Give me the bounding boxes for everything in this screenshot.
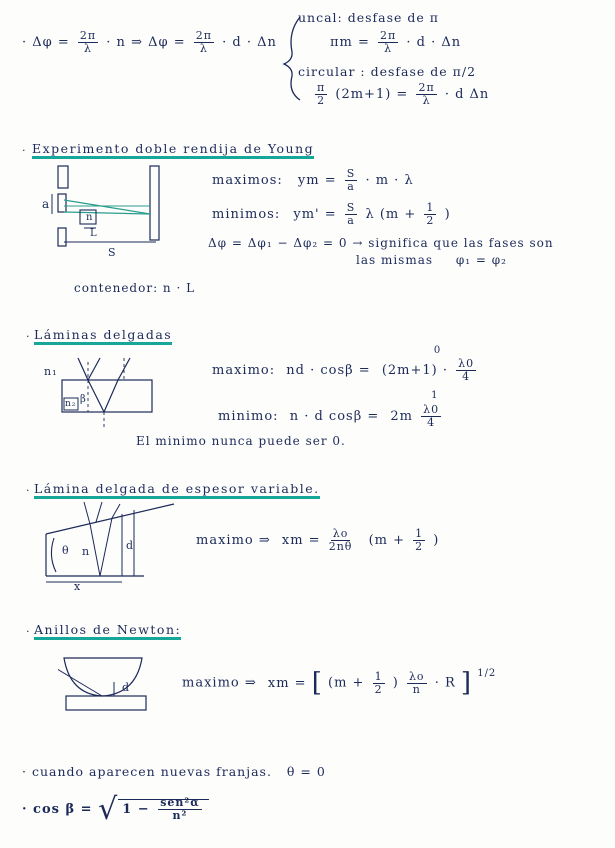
variable-close: ) (433, 533, 440, 548)
laminas-max-paren-wrap (381, 345, 448, 378)
circular-label: circular : desfase de π/2 (298, 64, 477, 79)
laminas-min-pre: 2m (390, 409, 413, 424)
variable-label-x: x (74, 580, 82, 593)
young-max-eq: ym = (297, 173, 337, 188)
laminas-max (212, 345, 479, 383)
sqrt-body (118, 796, 208, 822)
variable-label-d: d (126, 539, 135, 552)
uncal-label: uncal: desfase de π (298, 10, 440, 25)
uncal-eq-tail: · d · Δn (406, 35, 462, 50)
laminas-max-paren: (2m+1) · (381, 363, 448, 378)
phase-equation (22, 30, 277, 55)
laminas-label-n2: n₂ (65, 399, 77, 409)
frac-num: sen²α (160, 796, 200, 809)
young-label-S: S (108, 246, 117, 259)
frac-den: 4 (427, 416, 436, 429)
frac-pi-2 (315, 82, 327, 107)
frac-den: 2 (415, 540, 424, 553)
laminas-max-sup: 0 (433, 345, 442, 356)
variable-max (196, 528, 439, 553)
frac-num: S (346, 167, 356, 180)
frac-num: λo (332, 527, 349, 540)
laminas-min-frac (421, 390, 441, 429)
circ-tail: · d Δn (444, 87, 490, 102)
frac-2pi-lambda-4 (416, 82, 436, 107)
frac-den: 4 (462, 370, 471, 383)
bullet-variable: · (26, 484, 30, 497)
frac-den: n (412, 682, 421, 696)
laminas-max-frac (456, 358, 476, 383)
frac-num: 2π (79, 29, 97, 42)
frac-2pi-lambda (78, 30, 98, 55)
frac-2pi-lambda-3 (378, 30, 398, 55)
bottom-cos-inner: 1 − (122, 802, 150, 817)
variable-label-theta: θ (62, 544, 70, 557)
frac-num: λ0 (423, 403, 440, 416)
brace-icon (278, 12, 308, 102)
newton-eq: xm = (267, 675, 307, 691)
laminas-min-eq: n · d cosβ = (289, 409, 380, 424)
frac-num: 1 (426, 201, 435, 214)
phase-mid: · n ⇒ Δφ = (106, 35, 186, 50)
laminas-note: El minimo nunca puede ser 0. (136, 434, 346, 448)
laminas-label-beta: β (80, 394, 87, 405)
bullet-young: · (22, 144, 26, 157)
bottom-line1-text: · cuando aparecen nuevas franjas. (22, 764, 272, 779)
young-max-label: maximos: (212, 173, 283, 188)
frac-den: a (347, 180, 355, 193)
frac-den: λ (84, 42, 93, 55)
young-delta-phi: φ₁ = φ₂ (455, 253, 507, 267)
young-min-tail: λ (m + (365, 207, 417, 222)
variable-max-eq: xm = (281, 533, 321, 548)
frac-num: 1 (415, 527, 424, 540)
frac-num: π (317, 81, 326, 94)
newton-max-label: maximo ⇒ (182, 675, 257, 691)
young-delta-line2-text: las mismas (356, 253, 434, 267)
laminas-min-label: minimo: (218, 409, 279, 424)
young-min-close: ) (444, 207, 451, 222)
variable-max-label: maximo ⇒ (196, 533, 271, 548)
frac-den: λ (384, 42, 393, 55)
frac-den: 2 (374, 682, 383, 696)
newton-half (373, 671, 385, 696)
frac-den: λ (199, 42, 208, 55)
frac-den: n² (172, 809, 188, 822)
young-header: Experimento doble rendija de Young (32, 141, 314, 159)
laminas-min (218, 390, 444, 429)
young-label-n: n (86, 212, 94, 223)
laminas-max-eq: nd · cosβ = (286, 363, 371, 378)
young-min (212, 202, 451, 227)
uncal-eq-left: πm = (330, 35, 370, 50)
newton-bracket-close: ] (460, 668, 473, 698)
frac-num: λ0 (458, 357, 475, 370)
circ-mid: (2m+1) = (335, 87, 409, 102)
newton-power: 1/2 (477, 668, 497, 679)
variable-header: Lámina delgada de espesor variable. (34, 481, 320, 499)
circular-equation (312, 82, 489, 107)
variable-half (413, 528, 425, 553)
uncal-equation (330, 30, 461, 55)
frac-num: 1 (374, 669, 383, 683)
newton-frac (407, 671, 427, 696)
frac-den: 2nθ (328, 540, 353, 553)
newton-bracket-open: [ (311, 668, 323, 698)
newton-diagram (58, 654, 158, 714)
young-min-half (424, 202, 436, 227)
frac-num: λo (408, 669, 425, 683)
young-delta-line1: Δφ = Δφ₁ − Δφ₂ = 0 → significa que las fases son (208, 236, 554, 250)
newton-max (182, 668, 496, 698)
bottom-cos-frac (158, 797, 201, 822)
laminas-min-sup: 1 (431, 390, 439, 401)
frac-den: λ (422, 94, 431, 107)
newton-tail: · R (434, 675, 456, 691)
frac-num: 2π (195, 29, 212, 42)
sqrt-icon: √ (98, 792, 119, 827)
laminas-label-n1: n₁ (44, 365, 58, 378)
newton-mid: ) (392, 675, 399, 691)
newton-header: Anillos de Newton: (34, 622, 181, 640)
bottom-cos (22, 792, 209, 827)
young-max (212, 168, 414, 193)
young-contenedor: contenedor: n · L (74, 281, 196, 295)
phase-tail: · d · Δn (222, 35, 277, 50)
young-min-label: minimos: (212, 207, 281, 222)
variable-diagram (40, 498, 190, 588)
young-diagram (28, 162, 198, 252)
frac-2pi-lambda-2 (194, 30, 214, 55)
variable-frac (329, 528, 353, 553)
bottom-line1 (22, 764, 326, 779)
frac-den: 2 (426, 214, 435, 227)
laminas-max-label: maximo: (212, 363, 276, 378)
bottom-theta0: θ = 0 (286, 764, 326, 779)
young-max-tail: · m · λ (365, 173, 414, 188)
young-label-a: a (42, 197, 51, 211)
newton-inner: (m + (328, 675, 365, 691)
variable-tail: (m + (368, 533, 406, 548)
laminas-diagram (48, 354, 168, 434)
young-max-frac (345, 168, 358, 193)
phase-eq-left: · Δφ = (22, 35, 70, 50)
bullet-newton: · (26, 625, 30, 638)
laminas-header: Láminas delgadas (34, 327, 172, 345)
frac-num: 2π (380, 29, 397, 42)
young-label-L: L (90, 228, 98, 239)
bottom-cos-left: · cos β = (22, 802, 93, 817)
young-min-eq: ym' = (293, 207, 337, 222)
frac-den: a (347, 214, 355, 227)
bullet-laminas: · (26, 330, 30, 343)
frac-den: 2 (317, 94, 326, 107)
frac-num: 2π (418, 81, 435, 94)
young-delta-line2 (356, 253, 507, 267)
young-min-frac (345, 202, 358, 227)
newton-label-d: d (122, 681, 131, 694)
variable-label-n: n (82, 545, 91, 558)
frac-num: S (346, 201, 356, 214)
